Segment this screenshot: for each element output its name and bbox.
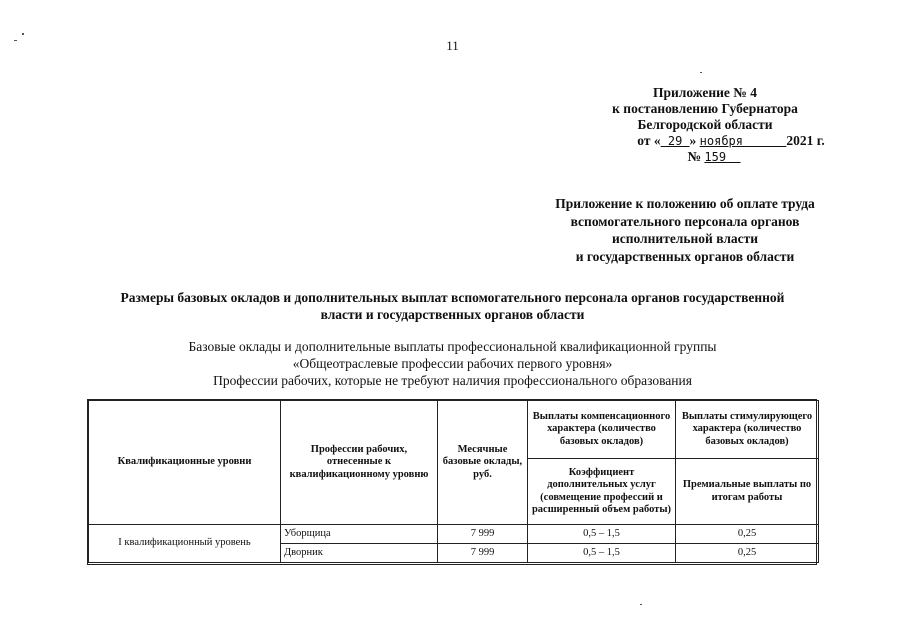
regulation-header [500,195,870,265]
title-line-2: власти и государственных органов области [320,307,585,322]
regulation-line-3: исполнительной власти [611,231,759,246]
scan-speck [14,40,17,41]
appendix-date [560,133,850,149]
coefficient-cell: 0,5 – 1,5 [528,544,676,563]
regulation-line-2: вспомогательного персонала органов [570,213,800,229]
header-salary: Месячные базовые оклады, руб. [438,401,528,525]
date-mid: » [689,133,700,148]
table-row [89,525,819,544]
bonus-cell: 0,25 [676,544,819,563]
header-coefficient: Коэффициент дополнительных услуг (совмещение профессий и расширенный объем работы) [528,459,676,525]
header-stimulating: Выплаты стимулирующего характера (количество базовых окладов) [676,401,819,459]
date-year: 2021 г. [786,133,825,148]
regulation-line-1: Приложение к положению об оплате труда [555,196,815,211]
date-prefix: от « [637,133,661,148]
profession-cell: Дворник [281,544,438,563]
appendix-line-1: Приложение № 4 [653,85,757,100]
document-subtitle [55,338,850,389]
scan-speck [640,604,642,605]
scan-speck [700,72,702,73]
regulation-line-4: и государственных органов области [575,248,795,264]
header-bonus: Премиальные выплаты по итогам работы [676,459,819,525]
bonus-cell: 0,25 [676,525,819,544]
profession-cell: Уборщица [281,525,438,544]
appendix-header [560,85,850,165]
header-levels: Квалификационные уровни [89,401,281,525]
coefficient-cell: 0,5 – 1,5 [528,525,676,544]
subtitle-line-3: Профессии рабочих, которые не требуют наличия профессионального образования [213,373,692,388]
date-day: 29 [660,134,690,148]
subtitle-line-1: Базовые оклады и дополнительные выплаты профессиональной квалификационной группы [188,339,717,354]
appendix-line-2: к постановлению Губернатора [612,101,798,116]
number-value: 159 [704,150,741,164]
level-cell: I квалификационный уровень [89,525,281,563]
salary-cell: 7 999 [438,544,528,563]
salary-cell: 7 999 [438,525,528,544]
salary-table [87,399,817,565]
appendix-number [560,149,850,165]
header-compensation: Выплаты компенсационного характера (количество базовых окладов) [528,401,676,459]
date-month: ноября [699,134,787,148]
page-number: 11 [446,38,459,53]
subtitle-line-2: «Общеотраслевые профессии рабочих первого уровня» [292,356,613,371]
header-professions: Профессии рабочих, отнесенные к квалификационному уровню [281,401,438,525]
title-line-1: Размеры базовых окладов и дополнительных выплат вспомогательного персонала органов государственной [120,290,785,305]
number-prefix: № [687,149,705,164]
appendix-line-3: Белгородской области [637,117,773,132]
document-title [55,289,850,323]
scan-speck [22,33,24,35]
